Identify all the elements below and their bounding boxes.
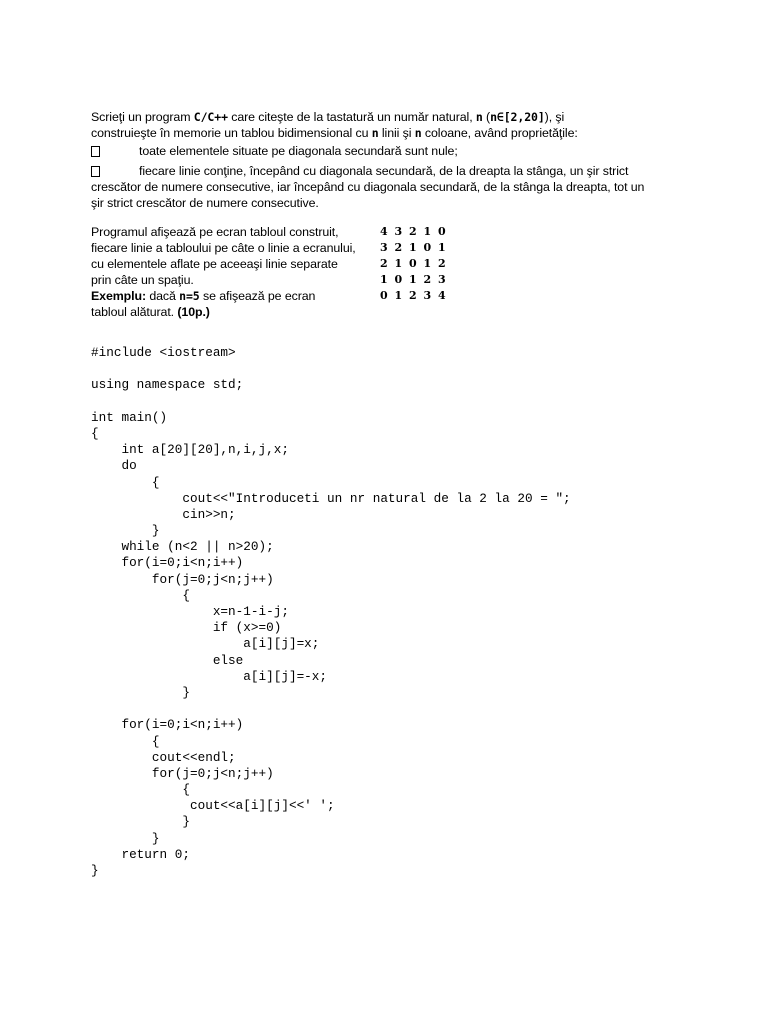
property-bullet-2 [91, 163, 651, 211]
code-line: { [91, 733, 160, 749]
matrix-cell: 2 [409, 289, 417, 302]
matrix-cell: 2 [394, 241, 403, 254]
example-line-2 [91, 304, 381, 320]
statement-text: linii şi [378, 126, 415, 140]
matrix-cell: 4 [438, 289, 446, 302]
code-line: a[i][j]=x; [91, 636, 320, 652]
code-line: if (x>=0) [91, 620, 282, 636]
code-line: { [91, 425, 99, 441]
statement-text: Scrieţi un program [91, 110, 194, 124]
statement-text: ), şi [544, 110, 565, 124]
matrix-row [380, 288, 453, 304]
code-line [91, 701, 571, 717]
matrix-cell: 3 [423, 289, 432, 302]
example-text: tabloul alăturat. [91, 305, 178, 319]
code-line: } [91, 830, 160, 846]
bullet-box-icon [91, 146, 100, 157]
variable-n: n [414, 126, 422, 140]
code-line: cout<<"Introduceti un nr natural de la 2 la 20 = "; [91, 490, 571, 506]
code-line: do [91, 458, 137, 474]
bullet-text: fiecare linie conţine, începând cu diagonala secundară, de la dreapta la stânga, un şir strict crescător de numere consecutive, iar începând cu diagonala secundară, de la stânga la dreapta, tot un şir strict crescător de numere consecutive. [91, 164, 645, 210]
code-line: x=n-1-i-j; [91, 604, 289, 619]
code-line [91, 361, 571, 377]
matrix-cell: 3 [438, 273, 446, 286]
code-line: int main() [91, 409, 168, 425]
matrix-cell: 2 [380, 257, 388, 270]
example-matrix [380, 224, 453, 304]
code-line: for(i=0;i<n;i++) [91, 717, 244, 733]
language-name: C/C++ [193, 110, 228, 124]
matrix-row [380, 272, 453, 288]
problem-statement [91, 109, 651, 141]
matrix-cell: 0 [394, 273, 403, 286]
example-text: dacă [145, 289, 180, 303]
matrix-cell: 4 [380, 225, 388, 238]
example-n: n=5 [179, 289, 200, 303]
code-line: #include <iostream> [91, 345, 236, 360]
code-line: return 0; [91, 846, 190, 862]
code-line: cin>>n; [91, 506, 236, 522]
code-line: { [91, 474, 160, 490]
matrix-cell: 3 [380, 241, 388, 254]
code-line: } [91, 814, 190, 830]
matrix-cell: 0 [380, 289, 388, 302]
output-description [91, 224, 381, 320]
code-line: for(i=0;i<n;i++) [91, 555, 244, 571]
code-line: cout<<endl; [91, 749, 236, 765]
code-line: while (n<2 || n>20); [91, 539, 274, 555]
matrix-cell: 1 [394, 289, 403, 302]
code-line: int a[20][20],n,i,j,x; [91, 442, 289, 458]
matrix-cell: 1 [409, 273, 417, 286]
code-line: for(j=0;j<n;j++) [91, 765, 274, 781]
matrix-cell: 1 [380, 273, 388, 286]
code-line: { [91, 587, 190, 603]
range-expression: n∈[2,20] [490, 110, 545, 124]
output-line: fiecare linie a tabloului pe câte o linie a ecranului, [91, 241, 356, 255]
matrix-cell: 2 [423, 273, 432, 286]
code-line: cout<<a[i][j]<<' '; [91, 798, 335, 814]
matrix-cell: 2 [438, 257, 446, 270]
bullet-box-icon [91, 166, 100, 177]
matrix-cell: 0 [409, 257, 417, 270]
code-line: } [91, 863, 99, 878]
code-line: for(j=0;j<n;j++) [91, 571, 274, 587]
variable-n: n [371, 126, 379, 140]
bullet-text: toate elementele situate pe diagonala secundară sunt nule; [139, 144, 458, 158]
matrix-cell: 0 [438, 225, 446, 238]
matrix-row [380, 256, 453, 272]
code-line: else [91, 652, 244, 668]
code-line: a[i][j]=-x; [91, 668, 328, 684]
matrix-cell: 1 [438, 241, 446, 254]
code-line: } [91, 523, 160, 539]
matrix-cell: 2 [409, 225, 417, 238]
example-text: se afişează pe ecran [199, 289, 316, 303]
statement-line-2 [91, 125, 651, 141]
example-line [91, 288, 381, 304]
statement-text: ( [482, 110, 491, 124]
matrix-cell: 1 [409, 241, 417, 254]
output-line: cu elementele aflate pe aceeaşi linie separate [91, 257, 338, 271]
code-line: { [91, 782, 190, 798]
example-label: Exemplu: [91, 289, 146, 303]
matrix-cell: 1 [423, 225, 432, 238]
output-line: prin câte un spaţiu. [91, 273, 194, 287]
code-listing [91, 345, 571, 879]
statement-text: care citeşte de la tastatură un număr natural, [227, 110, 476, 124]
matrix-cell: 1 [423, 257, 432, 270]
matrix-cell: 3 [394, 225, 403, 238]
statement-line-1 [91, 109, 651, 125]
points-label: (10p.) [177, 305, 210, 319]
code-line [91, 394, 571, 410]
output-line: Programul afişează pe ecran tabloul construit, [91, 225, 339, 239]
statement-text: coloane, având proprietăţile: [421, 126, 578, 140]
matrix-cell: 0 [423, 241, 432, 254]
matrix-row [380, 240, 453, 256]
code-line: } [91, 684, 190, 700]
matrix-row [380, 224, 453, 240]
variable-n: n [475, 110, 483, 124]
matrix-cell: 1 [394, 257, 403, 270]
statement-text: construieşte în memorie un tablou bidimensional cu [91, 126, 372, 140]
code-line: using namespace std; [91, 377, 244, 393]
